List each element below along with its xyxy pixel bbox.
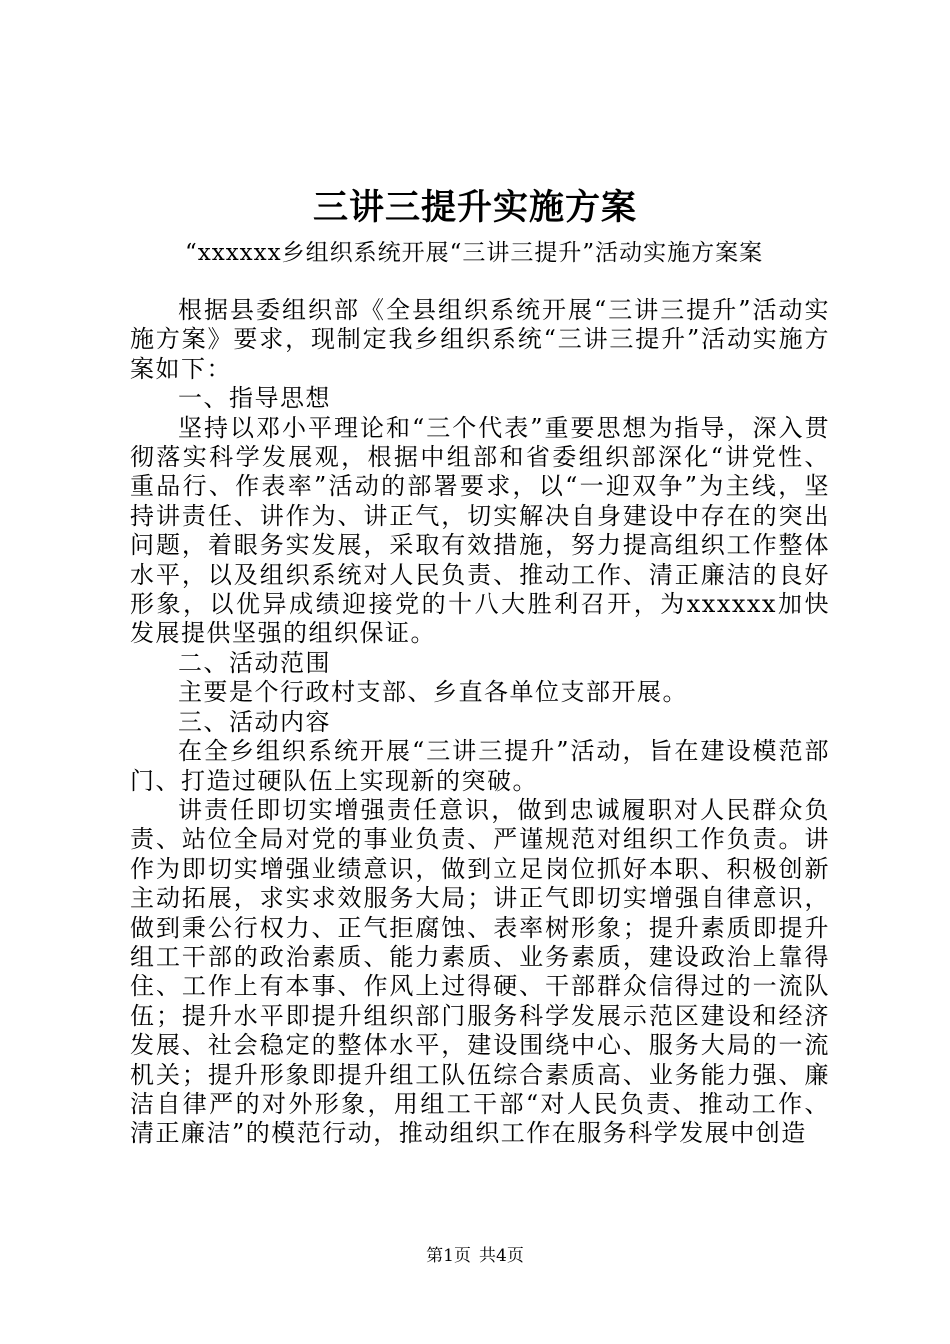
paragraph-intro: 根据县委组织部《全县组织系统开展“三讲三提升”活动实施方案》要求，现制定我乡组织系统“三讲三提升”活动实施方案如下： [130, 296, 830, 383]
paragraph-content-detail: 讲责任即切实增强责任意识，做到忠诚履职对人民群众负责、站位全局对党的事业负责、严谨规范对组织工作负责。讲作为即切实增强业绩意识，做到立足岗位抓好本职、积极创新主动拓展，求实求效服务大局；讲正气即切实增强自律意识，做到秉公行权力、正气拒腐蚀、表率树形象；提升素质即提升组工干部的政治素质、能力素质、业务素质，建设政治上靠得住、工作上有本事、作风上过得硬、干部群众信得过的一流队伍；提升水平即提升组织部门服务科学发展示范区建设和经济发展、社会稳定的整体水平，建设围绕中心、服务大局的一流机关；提升形象即提升组工队伍综合素质高、业务能力强、廉洁自律严的对外形象，用组工干部“对人民负责、推动工作、清正廉洁”的模范行动，推动组织工作在服务科学发展中创造 [130, 795, 830, 1148]
paragraph-scope: 主要是个行政村支部、乡直各单位支部开展。 [178, 678, 688, 707]
paragraph-content-intro: 在全乡组织系统开展“三讲三提升”活动，旨在建设模范部门、打造过硬队伍上实现新的突破。 [130, 737, 830, 795]
document-body [130, 296, 830, 1149]
page-footer [0, 1244, 950, 1268]
page-total: 共4页 [479, 1246, 524, 1266]
document-title: 三讲三提升实施方案 [312, 187, 637, 228]
section-heading-content: 三、活动内容 [178, 707, 331, 736]
section-heading-scope: 二、活动范围 [178, 648, 331, 677]
section-heading-guiding-thought: 一、指导思想 [178, 384, 331, 413]
paragraph-guiding-thought: 坚持以邓小平理论和“三个代表”重要思想为指导，深入贯彻落实科学发展观，根据中组部和省委组织部深化“讲党性、重品行、作表率”活动的部署要求，以“一迎双争”为主线，坚持讲责任、讲作为、讲正气，切实解决自身建设中存在的突出问题，着眼务实发展，采取有效措施，努力提高组织工作整体水平，以及组织系统对人民负责、推动工作、清正廉洁的良好形象，以优异成绩迎接党的十八大胜利召开，为xxxxxx加快发展提供坚强的组织保证。 [130, 413, 830, 648]
page-number: 第1页 [426, 1246, 471, 1266]
document-subtitle: “xxxxxx乡组织系统开展“三讲三提升”活动实施方案案 [185, 240, 764, 266]
